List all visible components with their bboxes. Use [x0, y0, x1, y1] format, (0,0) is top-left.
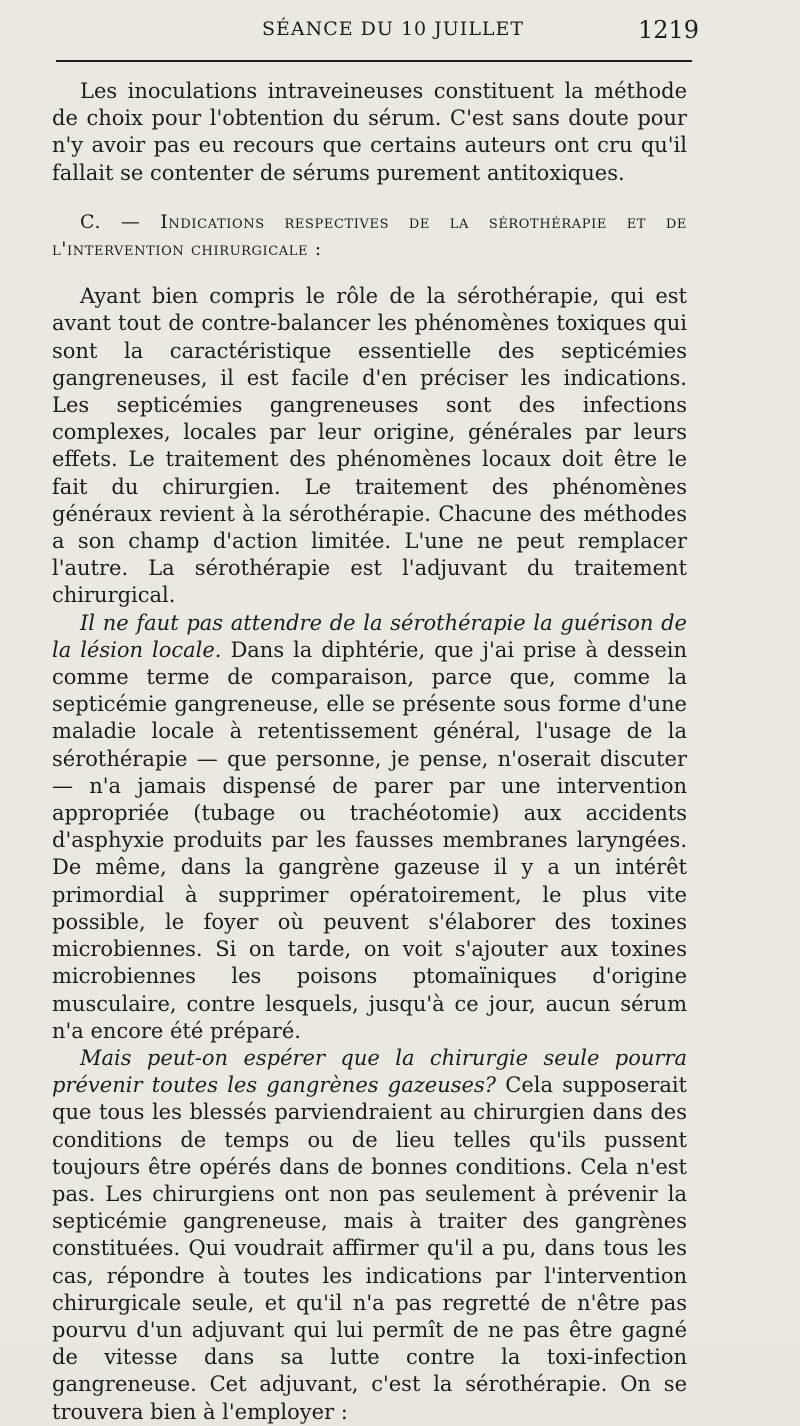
page-number: 1219	[638, 16, 700, 44]
paragraph-1: Les inoculations intraveineuses constituent la méthode de choix pour l'obtention du sérum. C'est sans doute pour n'y avoir pas eu recours que certains auteurs ont cru qu'il fallait se contenter de sérums purement antitoxiques.	[52, 79, 687, 185]
paragraph-3-text: Dans la diphtérie, que j'ai prise à dessein comme terme de comparaison, parce que, comme la septicémie gangreneuse, elle se présente sous forme d'une maladie locale à retentissement général, l'usage de la sérothérapie — que personne, je pense, n'oserait discuter — n'a jamais dispensé de parer par une intervention appropriée (tubage ou trachéotomie) aux accidents d'asphyxie produits par les fausses membranes laryngées. De même, dans la gangrène gazeuse il y a un intérêt primordial à supprimer opératoirement, le plus vite possible, le foyer où peuvent s'élaborer des toxines microbiennes. Si on tarde, on voit s'ajouter aux toxines microbiennes les poisons ptomaïniques d'origine musculaire, contre lesquels, jusqu'à ce jour, aucun sérum n'a encore été préparé.	[52, 637, 687, 1043]
paragraph-4-italic: Mais peut-on espérer que la chirurgie seule pourra prévenir toutes les gangrènes gazeuses?	[52, 1045, 687, 1098]
paragraph-4	[52, 1045, 687, 1426]
paragraph-3	[52, 610, 687, 1045]
running-header	[0, 18, 800, 48]
header-rule	[56, 60, 692, 62]
paragraph-4-text: Cela supposerait que tous les blessés parviendraient au chirurgien dans des conditions de temps ou de lieu telles qu'ils pussent toujours être opérés dans de bonnes conditions. Cela n'est pas. Les chirurgiens ont non pas seulement à prévenir la septicémie gangreneuse, mais à traiter des gangrènes constituées. Qui voudrait affirmer qu'il a pu, dans tous les cas, répondre à toutes les indications par l'intervention chirurgicale seule, et qu'il n'a pas regretté de n'être pas pourvu d'un adjuvant qui lui permît de ne pas être gagné de vitesse dans sa lutte contre la toxi-infection gangreneuse. Cet adjuvant, c'est la sérothérapie. On se trouvera bien à l'employer :	[52, 1073, 687, 1424]
paragraph-3-italic: Il ne faut pas attendre de la sérothérapie la guérison de la lésion locale.	[52, 610, 687, 662]
paragraph-2: Ayant bien compris le rôle de la sérothérapie, qui est avant tout de contre-balancer les phénomènes toxiques qui sont la caractéristique essentielle des septicémies gangreneuses, il est facile d'en préciser les indications. Les septicémies gangreneuses sont des infections complexes, locales par leur origine, générales par leurs effets. Le traitement des phénomènes locaux doit être le fait du chirurgien. Le traitement des phénomènes généraux revient à la sérothérapie. Chacune des méthodes a son champ d'action limitée. L'une ne peut remplacer l'autre. La sérothérapie est l'adjuvant du traitement chirurgical.	[52, 284, 687, 608]
header-title: SÉANCE DU 10 JUILLET	[262, 18, 525, 40]
section-heading: C. — Indications respectives de la sérothérapie et de l'intervention chirurgicale :	[52, 210, 687, 261]
text-body	[52, 78, 687, 1426]
